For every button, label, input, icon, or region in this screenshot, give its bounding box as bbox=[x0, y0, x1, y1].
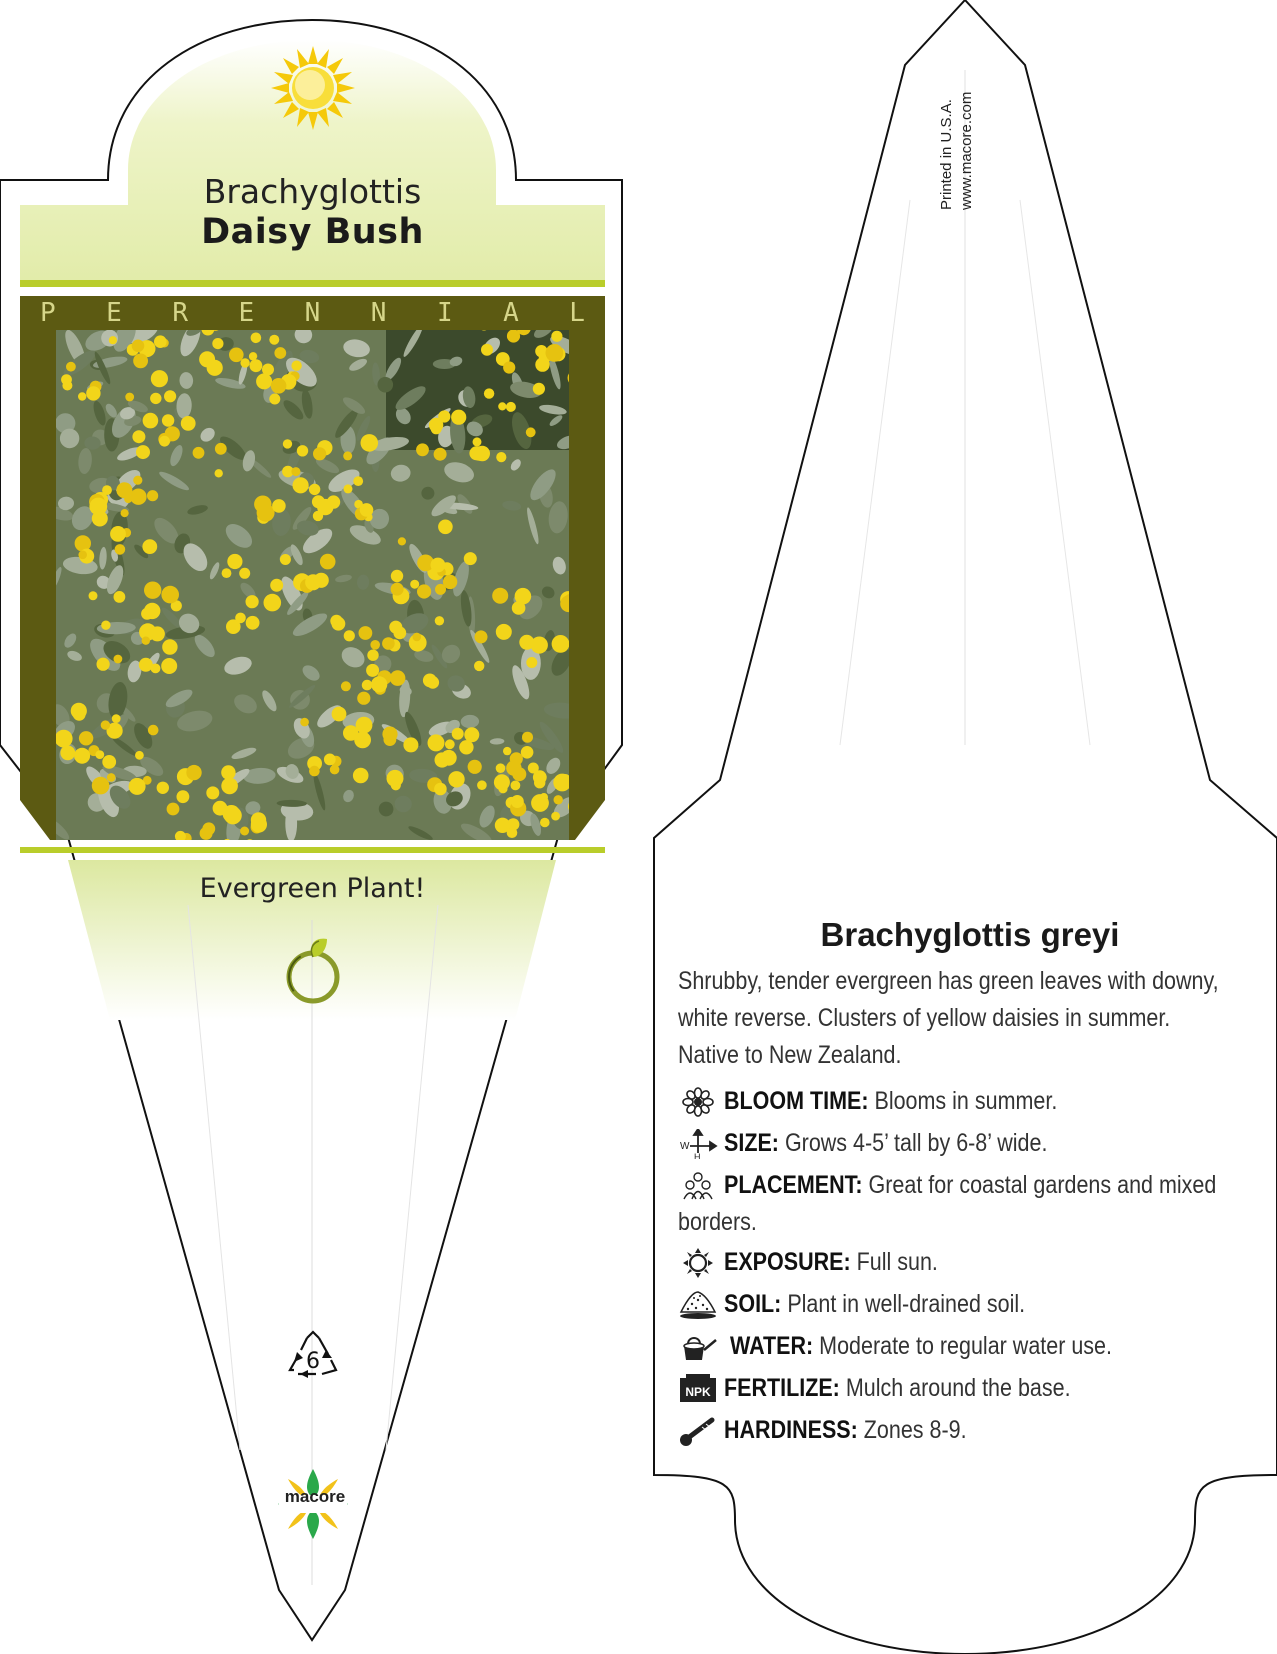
npk-fertilizer-icon bbox=[678, 1374, 718, 1404]
category-label bbox=[40, 298, 585, 328]
attribute-value: Plant in well-drained soil. bbox=[787, 1290, 1026, 1318]
tagline: Evergreen Plant! bbox=[199, 873, 426, 904]
watering-can-icon bbox=[678, 1332, 718, 1362]
macore-logo-text: macore bbox=[284, 1487, 346, 1506]
attribute-value: Full sun. bbox=[856, 1248, 938, 1276]
common-name: Daisy Bush bbox=[201, 212, 424, 252]
attribute-label: SOIL: bbox=[724, 1290, 782, 1318]
svg-text:H: H bbox=[694, 1152, 701, 1159]
size-arrows-icon bbox=[678, 1129, 718, 1159]
soil-pile-icon bbox=[678, 1290, 718, 1320]
printed-info bbox=[938, 50, 978, 220]
garden-placement-icon bbox=[678, 1171, 718, 1201]
category-letter: N bbox=[304, 298, 321, 328]
attribute-value: Mulch around the base. bbox=[845, 1374, 1071, 1402]
thermometer-icon bbox=[678, 1416, 718, 1446]
sun-icon bbox=[270, 45, 356, 131]
attribute-value-continued: borders. bbox=[678, 1208, 757, 1236]
flower-icon bbox=[678, 1087, 718, 1117]
attribute-label: FERTILIZE: bbox=[724, 1374, 840, 1402]
printed-in-text: Printed in U.S.A. bbox=[938, 99, 955, 210]
svg-text:W: W bbox=[680, 1141, 690, 1152]
attribute-label: BLOOM TIME: bbox=[724, 1087, 869, 1115]
attribute-value: Zones 8-9. bbox=[863, 1416, 967, 1444]
sun-outline-icon bbox=[678, 1248, 718, 1278]
attribute-label: WATER: bbox=[730, 1332, 814, 1360]
category-letter: L bbox=[569, 298, 585, 328]
npk-label: NPK bbox=[685, 1385, 711, 1399]
category-letter: I bbox=[436, 298, 453, 328]
attribute-value: Great for coastal gardens and mixed bbox=[868, 1171, 1217, 1199]
category-letter: E bbox=[106, 298, 122, 328]
genus-name: Brachyglottis bbox=[203, 172, 422, 211]
leaf-ring-icon bbox=[283, 935, 343, 1005]
botanical-name: Brachyglottis greyi bbox=[820, 916, 1120, 953]
category-letter: E bbox=[238, 298, 255, 328]
category-letter: R bbox=[172, 298, 188, 328]
plant-description: Shrubby, tender evergreen has green leaves with downy, white reverse. Clusters of yellow daisies in summer. Native to New Zealand. bbox=[678, 967, 1219, 1069]
category-letter: A bbox=[503, 298, 519, 328]
attribute-label: HARDINESS: bbox=[724, 1416, 858, 1444]
attribute-label: SIZE: bbox=[724, 1129, 779, 1157]
recycle-code: 6 bbox=[306, 1349, 320, 1374]
attribute-value: Moderate to regular water use. bbox=[819, 1332, 1112, 1360]
plant-photo bbox=[56, 330, 569, 840]
attribute-value: Grows 4-5’ tall by 6-8’ wide. bbox=[784, 1129, 1048, 1157]
website-text: www.macore.com bbox=[958, 91, 975, 210]
attribute-label: PLACEMENT: bbox=[724, 1171, 863, 1199]
attribute-label: EXPOSURE: bbox=[724, 1248, 851, 1276]
attribute-value: Blooms in summer. bbox=[874, 1087, 1058, 1115]
category-letter: N bbox=[370, 298, 387, 328]
category-letter: P bbox=[40, 298, 56, 328]
